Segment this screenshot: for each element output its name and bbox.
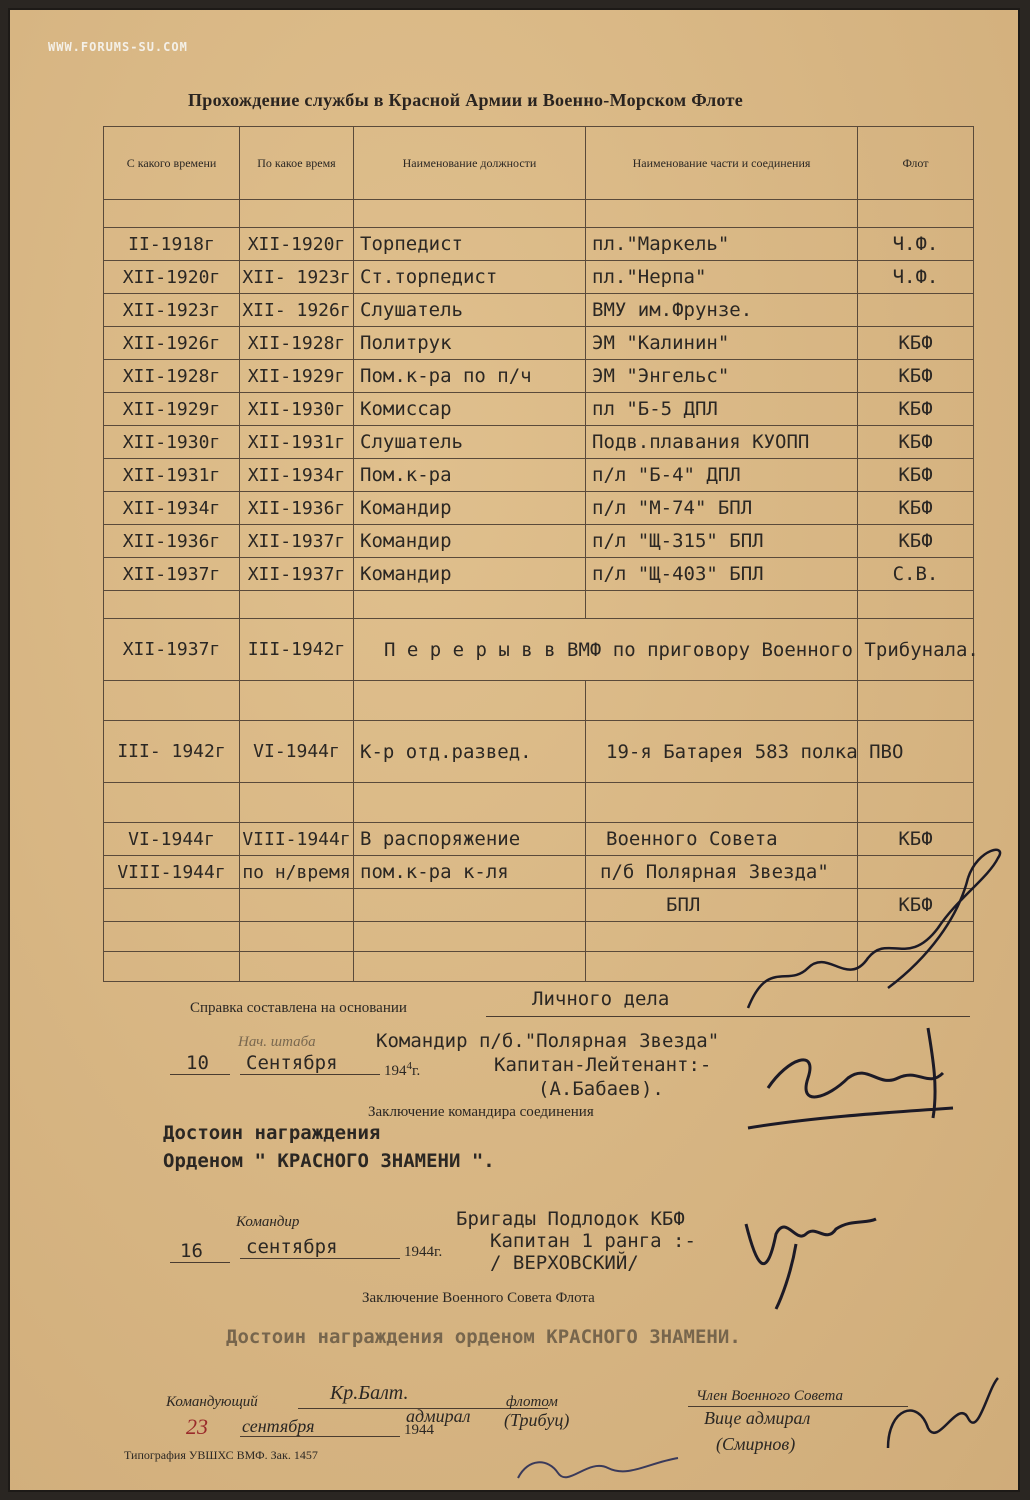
cell-fleet: КБФ (858, 426, 974, 459)
cell-unit: пл."Маркель" (586, 228, 858, 261)
cell-position: Комиссар (354, 393, 586, 426)
watermark: WWW.FORUMS-SU.COM (48, 40, 188, 54)
cell-to: VIII-1944г (240, 823, 354, 856)
council-commander-label: Командующий (166, 1394, 258, 1410)
document-title: Прохождение службы в Красной Армии и Военно-Морском Флоте (188, 90, 744, 110)
cell-to: XII-1931г (240, 426, 354, 459)
spravka-value: Личного дела (532, 988, 670, 1010)
cell-position: Политрук (354, 327, 586, 360)
spravka-date-year: $194^4г$. (384, 1060, 421, 1079)
commander-conclusion-line1: Достоин награждения (163, 1122, 381, 1144)
council-member-label: Член Военного Совета (696, 1388, 843, 1404)
cell-position: Командир (354, 492, 586, 525)
cell-to: XII-1934г (240, 459, 354, 492)
spravka-name: (А.Бабаев). (538, 1078, 664, 1100)
cell-from: XII-1934г (104, 492, 240, 525)
council-commander-name: (Трибуц) (504, 1410, 570, 1430)
cell-unit: п/б Полярная Звезда" (586, 856, 858, 889)
cell-position: Пом.к-ра по п/ч (354, 360, 586, 393)
signature-top (708, 838, 1028, 1018)
cell-from: XII-1923г (104, 294, 240, 327)
cell-from (104, 889, 240, 922)
commander-role-label: Командир (236, 1214, 300, 1230)
cell-fleet: КБФ (858, 889, 974, 922)
cell-position: Слушатель (354, 294, 586, 327)
cell-fleet: КБФ (858, 525, 974, 558)
cell-from: XII-1929г (104, 393, 240, 426)
table-row (104, 558, 974, 591)
cell-from: XII-1937г (104, 619, 240, 681)
table-row (104, 492, 974, 525)
council-fleet-suffix: флотом (506, 1394, 558, 1410)
council-date-day: 23 (186, 1414, 208, 1439)
council-date-month: сентября (242, 1416, 315, 1436)
cell-fleet: КБФ (858, 492, 974, 525)
cell-to: XII-1937г (240, 558, 354, 591)
cell-to: по н/время (240, 856, 354, 889)
cell-unit: п/л "Щ-315" БПЛ (586, 525, 858, 558)
table-row (104, 360, 974, 393)
cell-position: Торпедист (354, 228, 586, 261)
cell-position: пом.к-ра к-ля (354, 856, 586, 889)
cell-position: К-р отд.развед. (354, 721, 586, 783)
cell-to: XII-1937г (240, 525, 354, 558)
cell-unit: ЭМ "Энгельс" (586, 360, 858, 393)
cell-fleet: КБФ (858, 393, 974, 426)
cell-unit: пл "Б-5 ДПЛ (586, 393, 858, 426)
cell-from: XII-1928г (104, 360, 240, 393)
table-row (104, 294, 974, 327)
spravka-commander: Командир п/б."Полярная Звезда" (376, 1030, 720, 1052)
header-from: С какого времени (104, 127, 240, 200)
commander-date-day: 16 (180, 1240, 203, 1262)
cell-unit: Военного Совета (586, 823, 858, 856)
cell-fleet: КБФ (858, 823, 974, 856)
commander-role-text: Бригады Подлодок КБФ (456, 1208, 685, 1230)
cell-to (240, 889, 354, 922)
cell-fleet: КБФ (858, 459, 974, 492)
council-member-name: (Смирнов) (716, 1434, 796, 1454)
commander-date-year: 1944г. (404, 1244, 443, 1260)
table-row-break (104, 619, 974, 681)
table-row (104, 525, 974, 558)
header-unit: Наименование части и соединения (586, 127, 858, 200)
cell-to: XII-1936г (240, 492, 354, 525)
spravka-date-day: 10 (186, 1052, 209, 1074)
commander-name: / ВЕРХОВСКИЙ/ (490, 1252, 639, 1274)
cell-unit: ВМУ им.Фрунзе. (586, 294, 858, 327)
cell-position: Командир (354, 558, 586, 591)
cell-fleet: Ч.Ф. (858, 228, 974, 261)
cell-to: XII-1928г (240, 327, 354, 360)
cell-unit: п/л "Щ-403" БПЛ (586, 558, 858, 591)
council-conclusion-text: Достоин награждения орденом КРАСНОГО ЗНАМЕНИ. (226, 1326, 741, 1348)
table-row (104, 459, 974, 492)
signature-babaev (728, 1018, 968, 1158)
cell-from: XII-1930г (104, 426, 240, 459)
cell-fleet: Ч.Ф. (858, 261, 974, 294)
cell-unit: п/л "М-74" БПЛ (586, 492, 858, 525)
cell-break-text: П е р е р ы в в ВМФ по приговору Военного Трибунала. (354, 619, 858, 681)
cell-fleet: КБФ (858, 327, 974, 360)
cell-from: XII-1936г (104, 525, 240, 558)
cell-to: XII- 1926г (240, 294, 354, 327)
table-row (104, 261, 974, 294)
cell-unit: БПЛ (586, 889, 858, 922)
council-member-rank: Вице адмирал (704, 1408, 811, 1428)
cell-to: III-1942г (240, 619, 354, 681)
cell-unit: пл."Нерпа" (586, 261, 858, 294)
cell-unit: Подв.плавания КУОПП (586, 426, 858, 459)
header-fleet: Флот (858, 127, 974, 200)
council-conclusion-heading: Заключение Военного Совета Флота (362, 1290, 595, 1306)
cell-to: XII-1920г (240, 228, 354, 261)
header-to: По какое время (240, 127, 354, 200)
table-row (104, 393, 974, 426)
cell-fleet (858, 294, 974, 327)
cell-from: II-1918г (104, 228, 240, 261)
commander-rank: Капитан 1 ранга :- (490, 1230, 696, 1252)
cell-from: VIII-1944г (104, 856, 240, 889)
cell-fleet: КБФ (858, 360, 974, 393)
document-page (8, 8, 1020, 1492)
nach-shtaba-label: Нач. штаба (238, 1034, 316, 1050)
table-row (104, 228, 974, 261)
cell-position: Ст.торпедист (354, 261, 586, 294)
cell-to: XII- 1923г (240, 261, 354, 294)
table-row (104, 327, 974, 360)
printer-info: Типография УВШХС ВМФ. Зак. 1457 (124, 1448, 318, 1462)
cell-to: XII-1929г (240, 360, 354, 393)
cell-from: XII-1920г (104, 261, 240, 294)
cell-position: Пом.к-ра (354, 459, 586, 492)
cell-to: VI-1944г (240, 721, 354, 783)
table-row (104, 721, 974, 783)
council-date-year: 1944 (404, 1422, 434, 1438)
signature-tributs (508, 1438, 688, 1498)
cell-unit: ЭМ "Калинин" (586, 327, 858, 360)
signature-verkhovsky (736, 1204, 886, 1314)
cell-unit: 19-я Батарея 583 полка ПВО (586, 721, 858, 783)
cell-unit: п/л "Б-4" ДПЛ (586, 459, 858, 492)
cell-from: XII-1937г (104, 558, 240, 591)
council-commander-fleet: Кр.Балт. (330, 1382, 409, 1404)
cell-from: XII-1931г (104, 459, 240, 492)
spravka-rank: Капитан-Лейтенант:- (494, 1054, 712, 1076)
council-commander-rank: адмирал (406, 1406, 471, 1426)
cell-position: Командир (354, 525, 586, 558)
spravka-label: Справка составлена на основании (190, 1000, 407, 1016)
commander-date-month: сентября (246, 1236, 338, 1258)
cell-from: VI-1944г (104, 823, 240, 856)
header-position: Наименование должности (354, 127, 586, 200)
cell-position (354, 889, 586, 922)
cell-to: XII-1930г (240, 393, 354, 426)
cell-position: В распоряжение (354, 823, 586, 856)
commander-conclusion-heading: Заключение командира соединения (368, 1104, 594, 1120)
table-header-row (104, 127, 974, 200)
cell-from: III- 1942г (104, 721, 240, 783)
spravka-date-month: Сентября (246, 1052, 338, 1074)
cell-fleet: С.В. (858, 558, 974, 591)
commander-conclusion-line2: Орденом " КРАСНОГО ЗНАМЕНИ ". (163, 1150, 495, 1172)
cell-position: Слушатель (354, 426, 586, 459)
cell-from: XII-1926г (104, 327, 240, 360)
signature-smirnov (868, 1368, 1008, 1468)
table-row (104, 426, 974, 459)
